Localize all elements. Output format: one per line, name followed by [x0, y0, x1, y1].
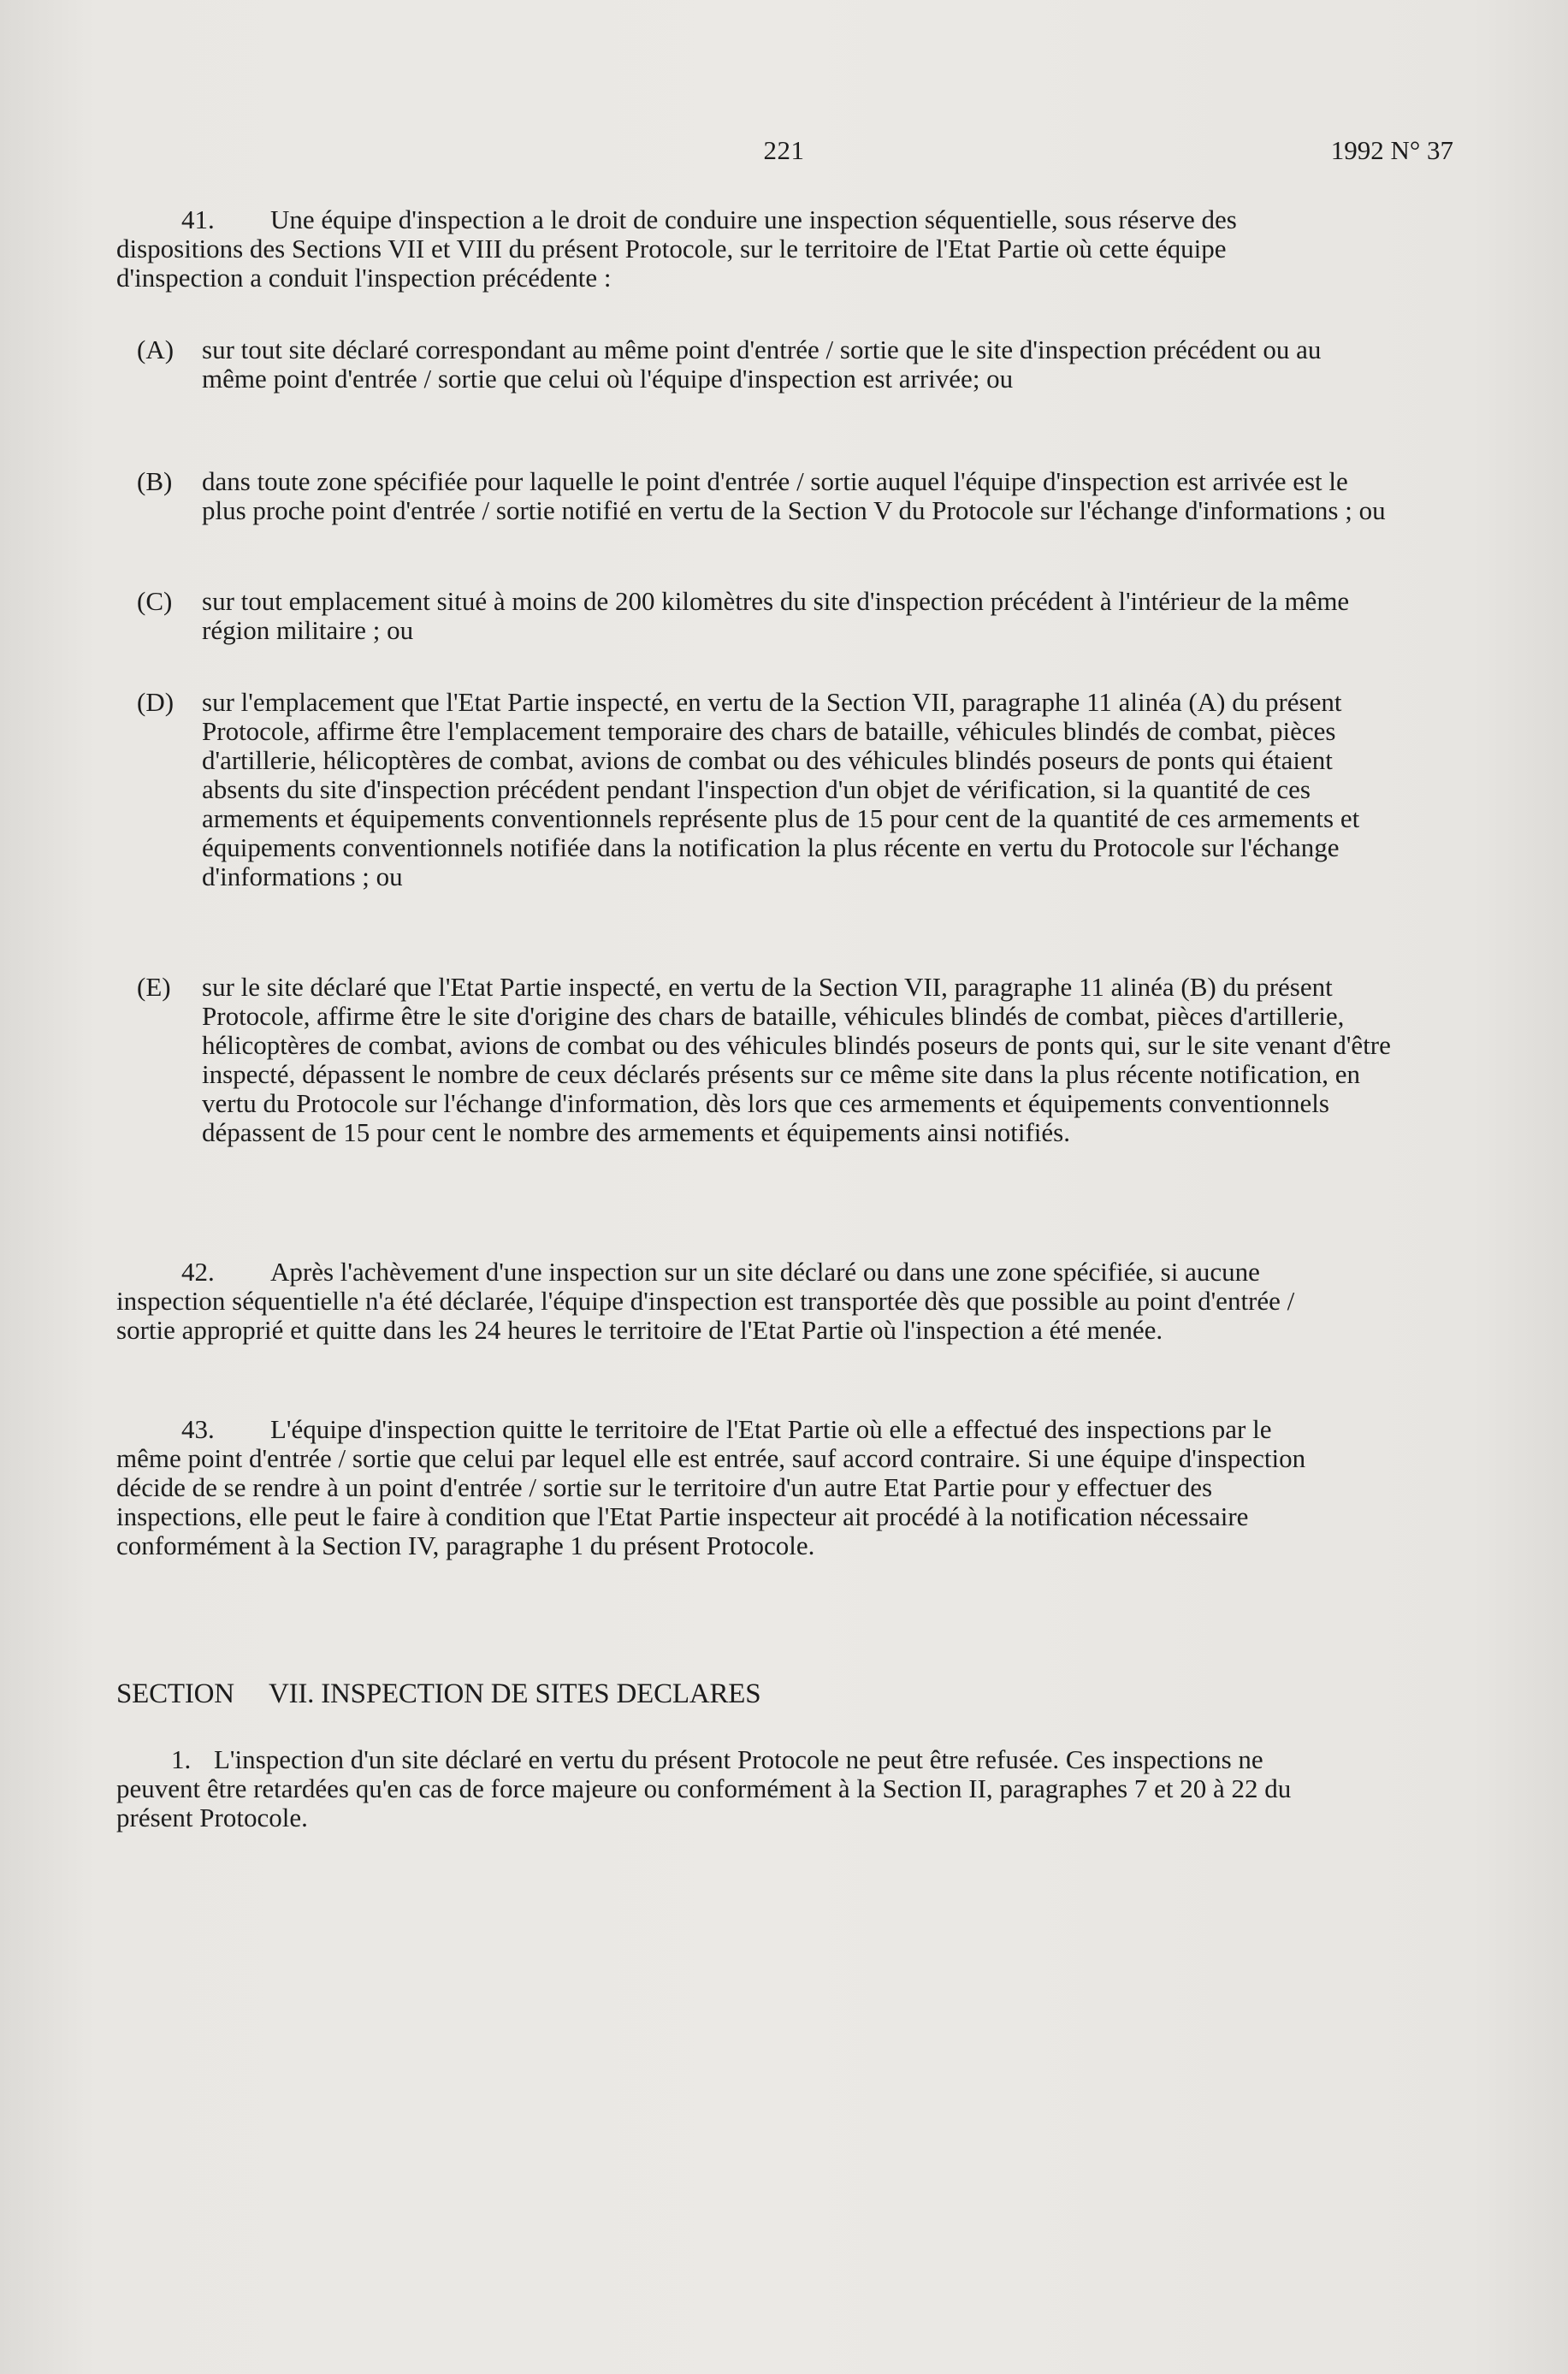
paragraph-42	[116, 1258, 1331, 1345]
item-text: sur l'emplacement que l'Etat Partie inspecté, en vertu de la Section VII, paragraphe 11 alinéa (A) du présent Protocole, affirme être l'emplacement temporaire des chars de bataille, véhicules blindés de combat, pièces d'artillerie, hélicoptères de combat, avions de combat ou des véhicules blindés poseurs de ponts qui étaient absents du site d'inspection précédent pendant l'inspection d'un objet de vérification, si la quantité de ces armements et équipements conventionnels représente plus de 15 pour cent de la quantité de ces armements et équipements conventionnels notifiée dans la notification la plus récente en vertu du Protocole sur l'échange d'informations ; ou	[202, 687, 1360, 891]
section-label: SECTION	[116, 1678, 234, 1709]
paragraph-text: L'équipe d'inspection quitte le territoire de l'Etat Partie où elle a effectué des inspections par le même point d'entrée / sortie que celui par lequel elle est entrée, sauf accord contraire. Si une équipe d'inspection décide de se rendre à un point d'entrée / sortie sur le territoire d'un autre Etat Partie pour y effectuer des inspections, elle peut le faire à condition que l'Etat Partie inspecteur ait procédé à la notification nécessaire conformément à la Section IV, paragraphe 1 du présent Protocole.	[116, 1414, 1306, 1560]
page-number: 221	[763, 135, 805, 165]
paragraph-43	[116, 1415, 1331, 1560]
list-item-a	[137, 334, 1391, 394]
paragraph-number: 1.	[171, 1744, 192, 1774]
section-heading	[116, 1678, 760, 1710]
paragraph-number: 43.	[181, 1414, 215, 1444]
item-text: sur tout site déclaré correspondant au même point d'entrée / sortie que le site d'inspection précédent ou au même point d'entrée / sortie que celui où l'équipe d'inspection est arrivée; ou	[202, 334, 1322, 394]
list-item-b	[137, 466, 1391, 525]
item-label: (D)	[137, 687, 175, 717]
list-item-d	[137, 687, 1391, 891]
paragraph-text: L'inspection d'un site déclaré en vertu du présent Protocole ne peut être refusée. Ces inspections ne peuvent être retardées qu'en cas de force majeure ou conformément à la Section II, paragraphes 7 et 20 à 22 du présent Protocole.	[116, 1744, 1292, 1832]
item-label: (E)	[137, 972, 171, 1002]
item-label: (B)	[137, 466, 173, 496]
paragraph-number: 41.	[181, 204, 215, 234]
paragraph-text: Après l'achèvement d'une inspection sur un site déclaré ou dans une zone spécifiée, si aucune inspection séquentielle n'a été déclarée, l'équipe d'inspection est transportée dès que possible au point d'entrée / sortie approprié et quitte dans les 24 heures le territoire de l'Etat Partie où l'inspection a été menée.	[116, 1257, 1295, 1345]
document-reference: 1992 N° 37	[1330, 135, 1453, 165]
section-7-paragraph-1	[116, 1745, 1331, 1832]
item-text: sur tout emplacement situé à moins de 200 kilomètres du site d'inspection précédent à l'intérieur de la même région militaire ; ou	[202, 586, 1350, 645]
item-label: (A)	[137, 334, 175, 364]
section-title: VII. INSPECTION DE SITES DECLARES	[268, 1678, 761, 1709]
paragraph-41	[116, 205, 1331, 293]
paragraph-text: Une équipe d'inspection a le droit de conduire une inspection séquentielle, sous réserve des dispositions des Sections VII et VIII du présent Protocole, sur le territoire de l'Etat Partie où cette équipe d'inspection a conduit l'inspection précédente :	[116, 204, 1237, 293]
paragraph-number: 42.	[181, 1257, 215, 1287]
item-text: dans toute zone spécifiée pour laquelle le point d'entrée / sortie auquel l'équipe d'inspection est arrivée est le plus proche point d'entrée / sortie notifié en vertu de la Section V du Protocole sur l'échange d'informations ; ou	[202, 466, 1386, 525]
list-item-e	[137, 972, 1391, 1147]
item-text: sur le site déclaré que l'Etat Partie inspecté, en vertu de la Section VII, paragraphe 11 alinéa (B) du présent Protocole, affirme être le site d'origine des chars de bataille, véhicules blindés de combat, pièces d'artillerie, hélicoptères de combat, avions de combat ou des véhicules blindés poseurs de ponts qui, sur le site venant d'être inspecté, dépassent le nombre de ceux déclarés présents sur ce même site dans la plus récente notification, en vertu du Protocole sur l'échange d'information, dès lors que ces armements et équipements conventionnels dépassent de 15 pour cent le nombre des armements et équipements ainsi notifiés.	[202, 972, 1391, 1147]
item-label: (C)	[137, 586, 173, 616]
list-item-c	[137, 586, 1391, 645]
